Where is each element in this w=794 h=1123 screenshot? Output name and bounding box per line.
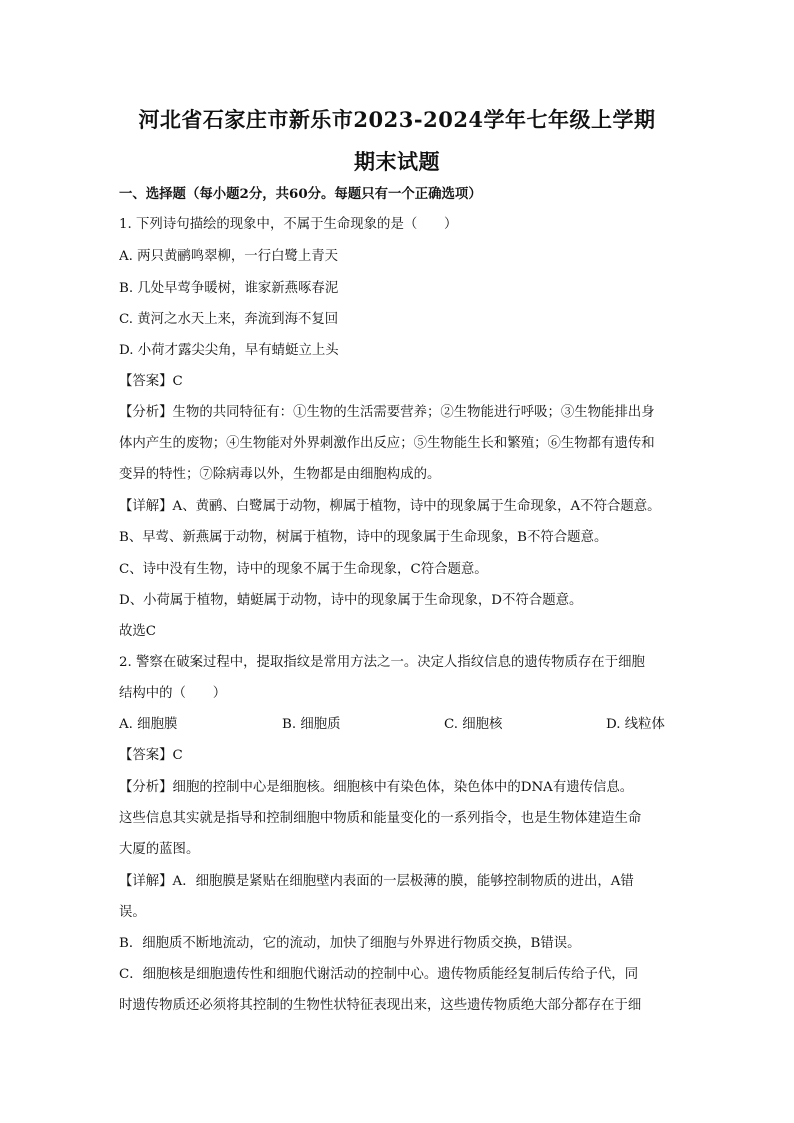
question-1-conclusion: 故选C: [119, 624, 157, 639]
question-2-stem-line: 2. 警察在破案过程中，提取指纹是常用方法之一。决定人指纹信息的遗传物质存在于细胞: [119, 655, 645, 670]
question-2-detail-line: C．细胞核是细胞遗传性和细胞代谢活动的控制中心。遗传物质能经复制后传给子代，同: [119, 967, 639, 982]
question-2-detail-line: 时遗传物质还必须将其控制的生物性状特征表现出来，这些遗传物质绝大部分都存在于细: [119, 998, 642, 1013]
question-1-analysis-line: 【分析】生物的共同特征有：①生物的生活需要营养；②生物能进行呼吸；③生物能排出身: [119, 405, 655, 420]
document-title-line1: 河北省石家庄市新乐市2023-2024学年七年级上学期: [138, 107, 656, 132]
question-1-answer: 【答案】C: [119, 374, 183, 389]
question-1-analysis-line: 体内产生的废物；④生物能对外界刺激作出反应；⑤生物能生长和繁殖；⑥生物都有遗传和: [119, 436, 655, 451]
question-2-analysis-line: 大厦的蓝图。: [119, 842, 200, 857]
document-title-line2: 期末试题: [354, 149, 440, 174]
question-2-option-a: A. 细胞膜: [119, 717, 178, 732]
question-1-option-d: D. 小荷才露尖尖角，早有蜻蜓立上头: [119, 343, 339, 358]
question-1-detail-line: B、早莺、新燕属于动物，树属于植物，诗中的现象属于生命现象，B不符合题意。: [119, 530, 608, 545]
question-1-detail-line: 【详解】A、黄鹂、白鹭属于动物，柳属于植物，诗中的现象属于生命现象，A不符合题意。: [119, 499, 661, 514]
question-1-analysis-line: 变异的特性；⑦除病毒以外，生物都是由细胞构成的。: [119, 467, 441, 482]
question-1-detail-line: D、小荷属于植物，蜻蜓属于动物，诗中的现象属于生命现象，D不符合题意。: [119, 593, 583, 608]
section-heading: 一、选择题（每小题2分，共60分。每题只有一个正确选项）: [119, 186, 482, 202]
question-2-detail-line: 误。: [119, 905, 146, 920]
question-1-option-a: A. 两只黄鹂鸣翠柳，一行白鹭上青天: [119, 249, 339, 264]
question-2-option-b: B. 细胞质: [282, 717, 341, 732]
question-2-detail-line: B．细胞质不断地流动，它的流动，加快了细胞与外界进行物质交换，B错误。: [119, 936, 581, 951]
question-2-option-d: D. 线粒体: [606, 717, 665, 732]
question-2-option-c: C. 细胞核: [444, 717, 503, 732]
question-2-analysis-line: 这些信息其实就是指导和控制细胞中物质和能量变化的一系列指令，也是生物体建造生命: [119, 811, 642, 826]
question-2-detail-line: 【详解】A．细胞膜是紧贴在细胞壁内表面的一层极薄的膜，能够控制物质的进出，A错: [119, 874, 634, 889]
question-1-option-b: B. 几处早莺争暖树，谁家新燕啄春泥: [119, 281, 339, 296]
question-2-answer: 【答案】C: [119, 748, 183, 763]
question-1-option-c: C. 黄河之水天上来，奔流到海不复回: [119, 312, 339, 327]
question-2-analysis-line: 【分析】细胞的控制中心是细胞核。细胞核中有染色体，染色体中的DNA有遗传信息。: [119, 780, 634, 795]
question-2-stem-line: 结构中的（ ）: [119, 686, 227, 701]
question-1-detail-line: C、诗中没有生物，诗中的现象不属于生命现象，C符合题意。: [119, 562, 488, 577]
question-1-stem: 1. 下列诗句描绘的现象中，不属于生命现象的是（ ）: [119, 217, 458, 232]
